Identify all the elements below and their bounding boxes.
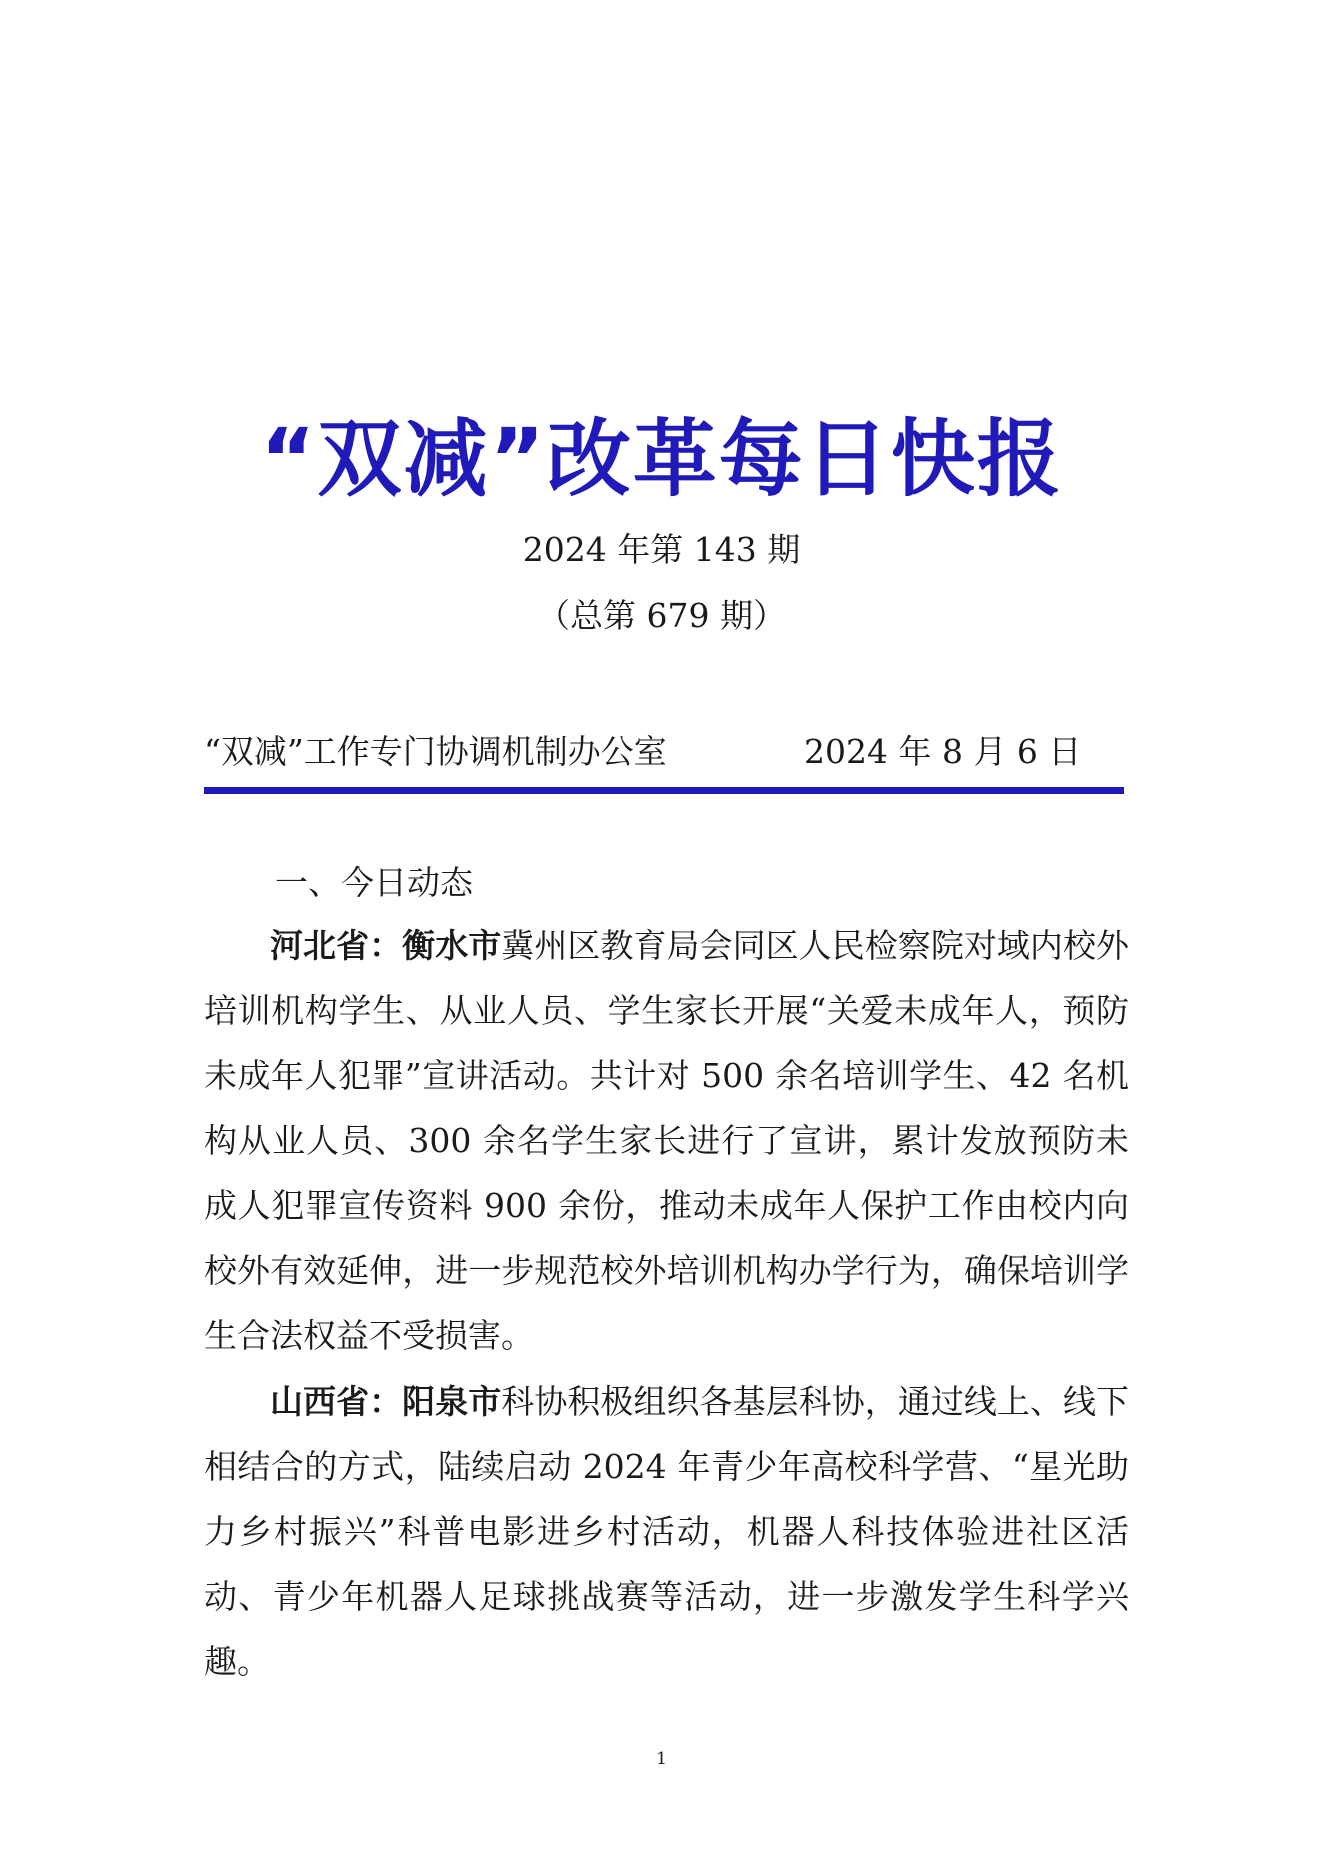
news-paragraph-shanxi [204,1369,1129,1694]
paragraph-body: 冀州区教育局会同区人民检察院对域内校外培训机构学生、从业人员、学生家长开展“关爱未成年人，预防未成年人犯罪”宣讲活动。共计对 500 余名培训学生、42 名机构从业人员、300 余名学生家长进行了宣讲，累计发放预防未成人犯罪宣传资料 900 余份，推动未成年人保护工作由校内向校外有效延伸，进一步规范校外培训机构办学行为，确保培训学生合法权益不受损害。 [204,926,1130,1355]
news-paragraph-hebei [204,913,1129,1368]
section-heading: 一、今日动态 [275,863,473,902]
publish-date: 2024 年 8 月 6 日 [804,732,1082,771]
masthead-meta [204,726,1124,770]
city-label: 衡水市 [402,926,502,965]
total-issue-number: （总第 679 期） [537,596,786,635]
header-divider [204,787,1124,794]
issuing-office: “双减”工作专门协调机制办公室 [204,732,667,771]
province-label: 河北省： [270,926,403,965]
page-number: 1 [656,1749,667,1769]
report-title: “双减”改革每日快报 [260,410,1063,508]
province-label: 山西省： [270,1382,403,1421]
paragraph-body: 科协积极组织各基层科协，通过线上、线下相结合的方式，陆续启动 2024 年青少年高校科学营、“星光助力乡村振兴”科普电影进乡村活动，机器人科技体验进社区活动、青少年机器人足球挑战赛等活动，进一步激发学生科学兴趣。 [204,1382,1130,1681]
city-label: 阳泉市 [402,1382,502,1421]
issue-number: 2024 年第 143 期 [522,530,801,569]
